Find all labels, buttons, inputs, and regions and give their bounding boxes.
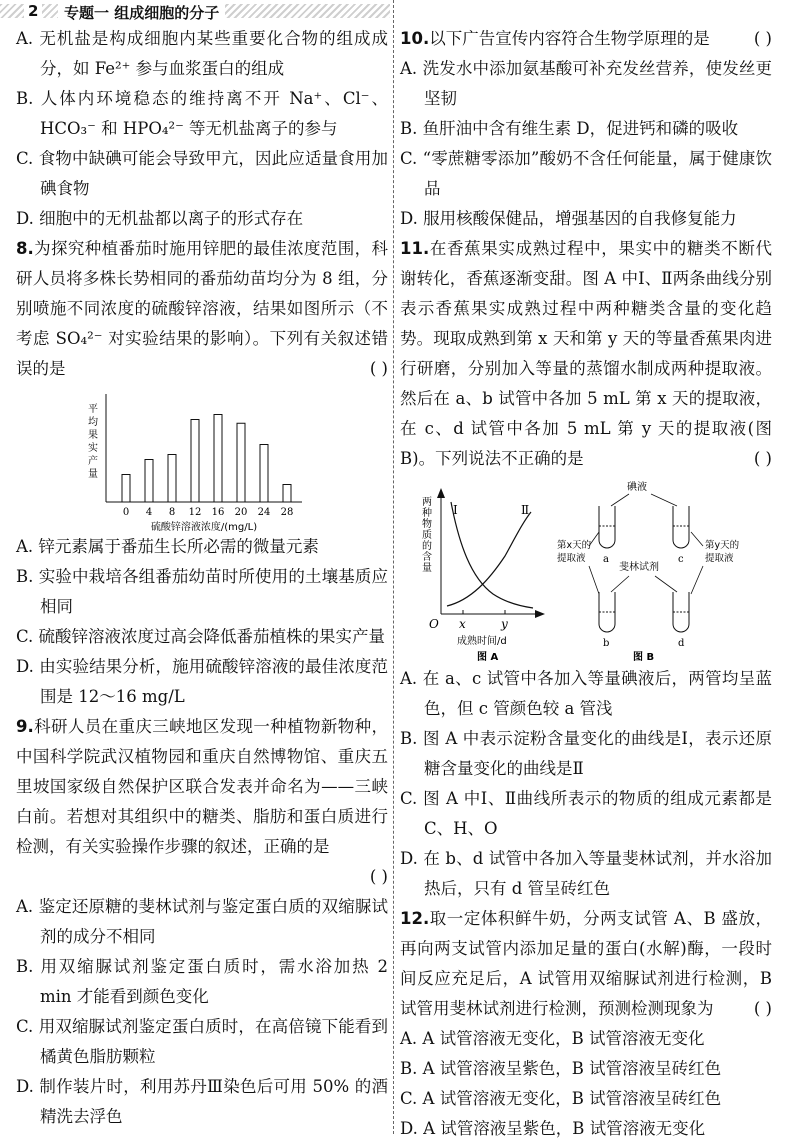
option [16,952,388,1012]
figure-a-y-arrow [437,488,445,498]
section-title: 专题一 组成细胞的分子 [58,2,225,23]
answer-parentheses: ( ) [369,359,388,378]
bar-chart-ylabel-char: 平 [88,404,98,415]
question-stem [400,234,772,474]
option-text: A 试管溶液呈紫色，B 试管溶液呈砖红色 [422,1059,722,1078]
bar-chart-tick-label: 20 [234,507,248,518]
arrow-fehling-b [611,576,629,592]
test-tube-b [599,592,615,649]
bar-chart-tick-label: 8 [168,507,176,518]
question-text: 取一定体积鲜牛奶，分两支试管 A、B 盛放，再向两支试管内添加足量的蛋白(水解)酶，一段时间反应充足后，A 试管用双缩脲试剂进行检测，B 试管用斐林试剂进行检测，预测检测现象为 [400,909,772,1018]
arrow-left-b [589,566,599,594]
option [16,24,388,84]
figure-a [420,488,546,663]
figures-a-b [401,474,771,664]
option [400,844,772,904]
question-10 [400,24,772,234]
bar-chart-tick-label: 24 [257,507,271,518]
option [16,84,388,144]
figure-a-tick-x: x [459,617,466,631]
option [400,54,772,114]
option-letter: A. [16,29,34,48]
left-extract-label-2: 提取液 [557,553,586,564]
question-text: 以下广告宣传内容符合生物学原理的是 [429,29,710,48]
figure-a-xlabel: 成熟时间/d [457,636,507,647]
question-text: 科研人员在重庆三峡地区发现一种植物新物种，中国科学院武汉植物园和重庆自然博物馆、重庆五里坡国家级自然保护区联合发表并命名为——三峡白前。若想对其组织中的糖类、脂肪和蛋白质进行检测，有关实验操作步骤的叙述，正确的是 [16,717,388,856]
tube-a-body [599,506,615,548]
option-text: 在 b、d 试管中各加入等量斐林试剂，并水浴加热后，只有 d 管呈砖红色 [423,849,772,898]
arrow-right-d [691,566,703,594]
option-text: A 试管溶液无变化，B 试管溶液无变化 [422,1029,705,1048]
figure-a-x-arrow [535,610,545,618]
option-letter: B. [16,89,34,108]
bar-0 [122,475,130,503]
answer-parentheses: ( ) [753,999,772,1018]
option [400,1084,772,1114]
bar-12 [191,420,199,503]
option-letter: A. [16,537,34,556]
option-letter: B. [400,119,418,138]
bar-chart-ylabel-char: 果 [88,430,98,441]
option-letter: C. [16,627,34,646]
arrow-iodine-c [651,494,677,506]
bar-20 [237,423,245,502]
option-text: 无机盐是构成细胞内某些重要化合物的组成成分，如 Fe²⁺ 参与血浆蛋白的组成 [39,29,389,78]
option-text: 鱼肝油中含有维生素 D，促进钙和磷的吸收 [422,119,739,138]
iodine-label: 碘液 [627,482,647,493]
question-stem [16,712,388,862]
option-text: 用双缩脲试剂鉴定蛋白质时，需水浴加热 2 min 才能看到颜色变化 [40,957,388,1006]
arrow-iodine-a [611,494,629,506]
bar-chart-tick-label: 16 [211,507,225,518]
question-stem [16,234,388,384]
option-text: A 试管溶液呈紫色，B 试管溶液无变化 [423,1119,706,1138]
bar-28 [283,485,291,503]
question-number: 12. [400,909,430,928]
option [400,1024,772,1054]
bar-chart-tick-label: 12 [188,507,202,518]
figure-a-title: 图 A [477,652,499,663]
zinc-yield-bar-chart [62,384,342,532]
option [16,532,388,562]
tube-c-body [673,506,689,548]
option-letter: B. [400,729,418,748]
curve-i-label: Ⅰ [453,503,458,517]
option [400,144,772,204]
option-letter: D. [16,657,34,676]
question-stem [400,904,772,1024]
option-letter: D. [16,1077,34,1096]
question-11 [400,234,772,904]
question-number: 11. [400,239,430,258]
curve-ii [447,512,531,606]
right-extract-label-2: 提取液 [705,553,734,564]
option-text: 由实验结果分析，施用硫酸锌溶液的最佳浓度范围是 12～16 mg/L [39,657,388,706]
test-tube-a [599,506,615,565]
option-letter: A. [400,59,418,78]
option [16,144,388,204]
option-text: 人体内环境稳态的维持离不开 Na⁺、Cl⁻、HCO₃⁻ 和 HPO₄²⁻ 等无机盐离子的参与 [40,89,389,138]
right-column [400,24,772,1144]
bar-8 [168,455,176,503]
column-divider [393,0,394,1134]
option [16,204,388,234]
arrow-left-a [589,532,599,546]
option [400,724,772,784]
question-number: 10. [400,29,430,48]
option-letter: A. [400,669,418,688]
option-text: A 试管溶液无变化，B 试管溶液呈砖红色 [422,1089,722,1108]
figure-b-title: 图 B [633,652,655,663]
bar-chart-ylabel-char: 产 [88,456,98,467]
test-tube-d [673,592,689,649]
option [16,1012,388,1072]
question-text: 为探究种植番茄时施用锌肥的最佳浓度范围，科研人员将多株长势相同的番茄幼苗均分为 8 组，分别喷施不同浓度的硫酸锌溶液，结果如图所示（不考虑 SO₄²⁻ 对实验结果的影响）。下列有关叙述错误的是 [16,239,388,378]
bar-chart-tick-label: 0 [122,507,130,518]
bar-chart-ylabel-char: 实 [88,443,98,454]
bar-4 [145,460,153,503]
option-letter: A. [400,1029,418,1048]
figure-a-origin: O [429,617,439,631]
answer-parentheses: ( ) [369,867,388,886]
answer-parentheses: ( ) [753,449,772,468]
option-text: 服用核酸保健品，增强基因的自我修复能力 [423,209,737,228]
option-letter: B. [16,957,34,976]
option-letter: C. [400,789,418,808]
option-letter: D. [400,849,418,868]
option-text: 制作装片时，利用苏丹Ⅲ染色后可用 50% 的酒精洗去浮色 [39,1077,388,1126]
option [16,652,388,712]
option [16,892,388,952]
option [16,1072,388,1132]
option-letter: B. [16,567,34,586]
q7-options [16,24,388,234]
option [400,664,772,724]
option [16,562,388,622]
option-letter: C. [400,1089,418,1108]
question-9 [16,712,388,1132]
option-text: 细胞中的无机盐都以离子的形式存在 [39,209,304,228]
question-number: 9. [16,717,34,736]
figure-a-ylabel: 两种物质的含量 [419,496,431,573]
option-text: 鉴定还原糖的斐林试剂与鉴定蛋白质的双缩脲试剂的成分不相同 [38,897,389,946]
option-text: 在 a、c 试管中各加入等量碘液后，两管均呈蓝色，但 c 管颜色较 a 管浅 [422,669,772,718]
answer-parentheses: ( ) [753,29,772,48]
tube-d-label: d [678,638,685,649]
page-header [0,0,395,22]
option-letter: A. [16,897,34,916]
curve-ii-label: Ⅱ [521,503,530,517]
option-text: 洗发水中添加氨基酸可补充发丝营养，使发丝更坚韧 [422,59,773,108]
option-text: 用双缩脲试剂鉴定蛋白质时，在高倍镜下能看到橘黄色脂肪颗粒 [38,1017,388,1066]
option [400,1054,772,1084]
page-number: 2 [24,2,42,20]
option-letter: B. [400,1059,418,1078]
test-tube-c [673,506,689,565]
bar-chart-xlabel: 硫酸锌溶液浓度/(mg/L) [150,522,258,532]
option-letter: C. [16,149,34,168]
option-letter: D. [16,209,34,228]
question-12 [400,904,772,1144]
option-text: 硫酸锌溶液浓度过高会降低番茄植株的果实产量 [38,627,386,646]
left-column [16,24,388,1132]
option [400,784,772,844]
left-extract-label-1: 第x天的 [557,540,592,551]
fehling-label: 斐林试剂 [619,562,659,573]
figure-a-tick-y: y [501,617,508,631]
bar-16 [214,415,222,503]
question-stem [400,24,772,54]
tube-a-label: a [603,554,609,565]
option-text: 图 A 中表示淀粉含量变化的曲线是Ⅰ，表示还原糖含量变化的曲线是Ⅱ [422,729,772,778]
answer-parentheses-line [16,862,388,892]
option-letter: C. [16,1017,34,1036]
question-number: 8. [16,239,34,258]
bar-chart-ylabel-char: 均 [88,417,98,428]
option-text: “零蔗糖零添加”酸奶不含任何能量，属于健康饮品 [422,149,773,198]
right-extract-label-1: 第y天的 [705,540,740,551]
option-text: 实验中栽培各组番茄幼苗时所使用的土壤基质应相同 [38,567,389,616]
option-text: 锌元素属于番茄生长所必需的微量元素 [38,537,319,556]
option-letter: D. [400,209,418,228]
question-8 [16,234,388,712]
option-text: 食物中缺碘可能会导致甲亢，因此应适量食用加碘食物 [38,149,388,198]
option [400,204,772,234]
question-text: 在香蕉果实成熟过程中，果实中的糖类不断代谢转化，香蕉逐渐变甜。图 A 中Ⅰ、Ⅱ两条曲线分别表示香蕉果实成熟过程中两种糖类含量的变化趋势。现取成熟到第 x 天和第 y 天的等量香蕉果肉进行研磨，分别加入等量的蒸馏水制成两种提取液。然后在 a、b 试管中各加 5 mL 第 x 天的提取液，在 c、d 试管中各加 5 mL 第 y 天的提取液(图B)。下列说法不正确的是 [400,239,772,468]
arrow-right-c [691,532,703,546]
tube-b-label: b [603,638,610,649]
bar-chart-ylabel-char: 量 [88,469,98,480]
option [400,1114,772,1144]
option-text: 图 A 中Ⅰ、Ⅱ曲线所表示的物质的组成元素都是 C、H、O [423,789,773,838]
bar-chart-tick-label: 28 [280,507,294,518]
option [16,622,388,652]
figure-b [557,480,740,663]
curve-i [451,502,533,608]
option-letter: D. [400,1119,418,1138]
option [400,114,772,144]
arrow-fehling-d [655,576,677,592]
option-letter: C. [400,149,418,168]
bar-chart-tick-label: 4 [145,507,153,518]
bar-24 [260,445,268,503]
tube-c-label: c [678,554,684,565]
